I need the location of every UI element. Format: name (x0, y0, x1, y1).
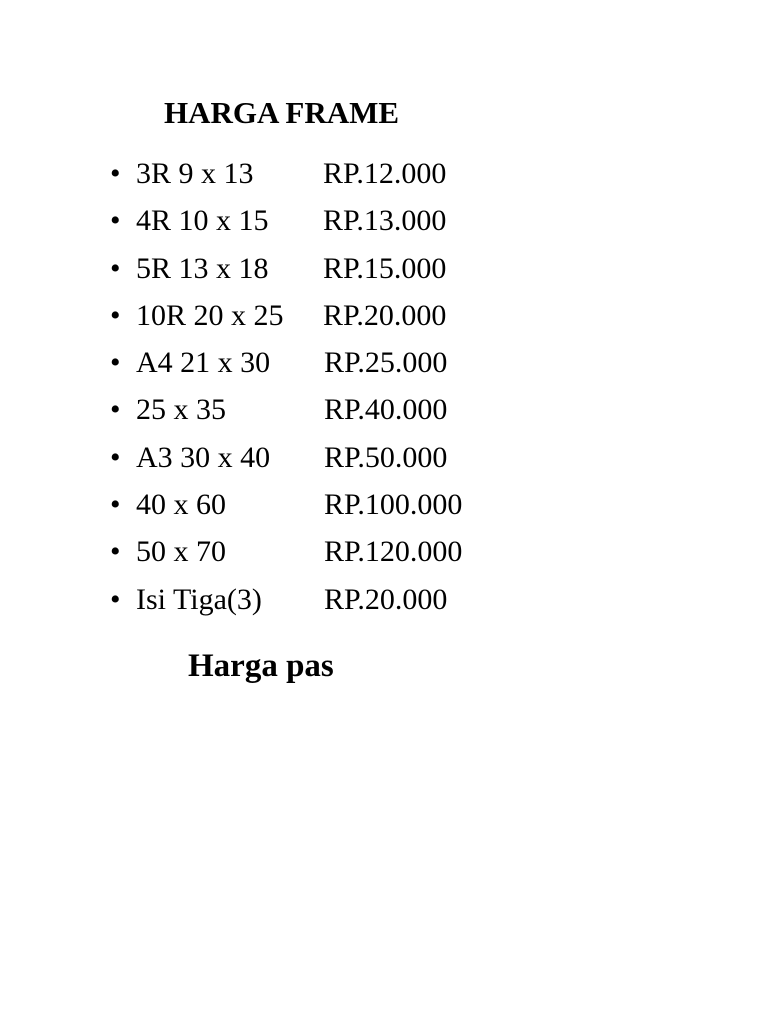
price-item (110, 250, 530, 297)
price-item (110, 297, 530, 344)
price-item (110, 581, 530, 628)
frame-size: 10R 20 x 25 (136, 298, 284, 332)
frame-size: 50 x 70 (136, 535, 226, 569)
bullet-icon: • (110, 582, 121, 616)
price-item (110, 533, 530, 580)
frame-price: RP.100.000 (324, 488, 463, 522)
bullet-icon: • (110, 393, 121, 427)
price-item (110, 391, 530, 438)
frame-size: Isi Tiga(3) (136, 582, 262, 616)
bullet-icon: • (110, 346, 121, 380)
price-item (110, 439, 530, 486)
frame-size: 4R 10 x 15 (136, 204, 269, 238)
frame-price: RP.50.000 (324, 440, 448, 474)
frame-size: 3R 9 x 13 (136, 157, 254, 190)
frame-size: A3 30 x 40 (136, 440, 271, 474)
price-item (110, 486, 530, 533)
frame-price: RP.15.000 (323, 251, 447, 285)
price-item (110, 344, 530, 391)
frame-size: 5R 13 x 18 (136, 251, 269, 285)
price-item (110, 202, 530, 249)
frame-size: 40 x 60 (136, 488, 226, 522)
bullet-icon: • (110, 535, 121, 569)
frame-price: RP.40.000 (324, 393, 448, 427)
bullet-icon: • (110, 204, 121, 238)
frame-size: 25 x 35 (136, 393, 226, 427)
footer-note: Harga pas (188, 648, 334, 684)
page-title: HARGA FRAME (164, 95, 400, 130)
price-list (110, 155, 530, 628)
frame-price: RP.13.000 (323, 204, 447, 238)
frame-price: RP.20.000 (324, 582, 448, 616)
bullet-icon: • (110, 157, 121, 190)
frame-price: RP.25.000 (324, 346, 448, 380)
frame-size: A4 21 x 30 (136, 346, 271, 380)
bullet-icon: • (110, 251, 121, 285)
frame-price: RP.20.000 (323, 298, 447, 332)
bullet-icon: • (110, 488, 121, 522)
price-item (110, 155, 530, 202)
bullet-icon: • (110, 298, 121, 332)
frame-price: RP.120.000 (324, 535, 463, 569)
bullet-icon: • (110, 440, 121, 474)
frame-price: RP.12.000 (323, 157, 447, 190)
